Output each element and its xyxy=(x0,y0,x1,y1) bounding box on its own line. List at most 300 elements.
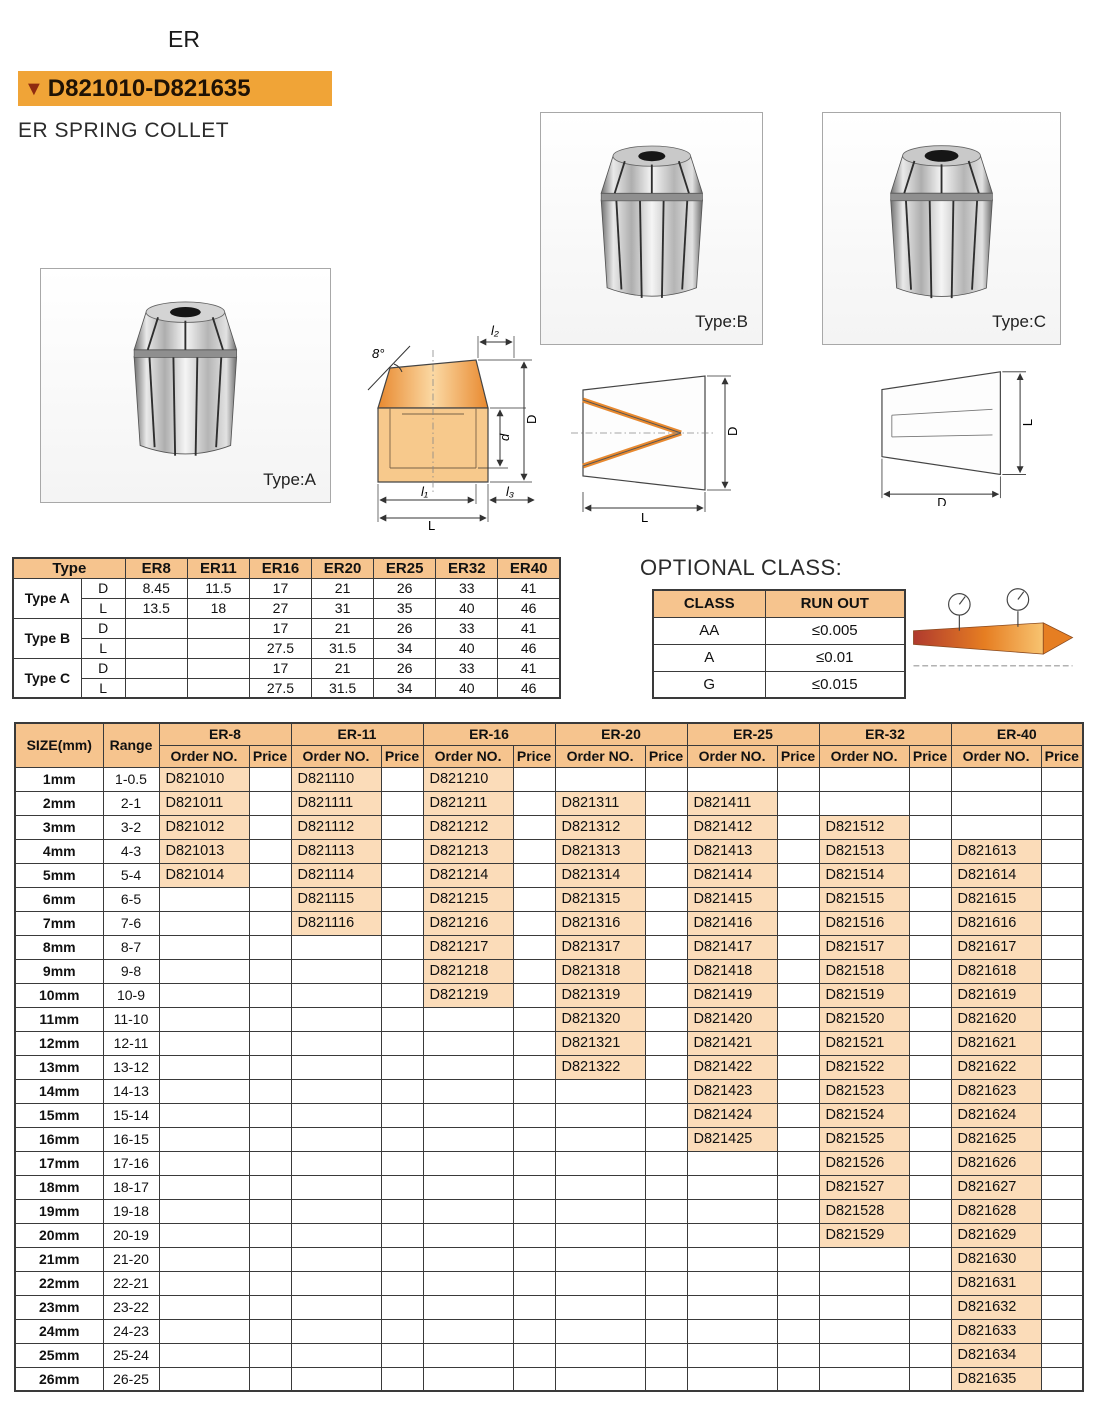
order-cell xyxy=(159,1127,249,1151)
price-cell xyxy=(1041,815,1083,839)
price-cell xyxy=(777,1031,819,1055)
order-cell: D821613 xyxy=(951,839,1041,863)
price-cell xyxy=(909,935,951,959)
range-cell: 26-25 xyxy=(103,1367,159,1391)
price-cell xyxy=(1041,1367,1083,1391)
D-label: D xyxy=(524,414,539,424)
price-cell xyxy=(909,959,951,983)
dim-col-header-er25: ER25 xyxy=(374,558,436,578)
runout-cell: ≤0.005 xyxy=(765,617,905,644)
price-cell xyxy=(381,1199,423,1223)
size-cell: 2mm xyxy=(15,791,103,815)
price-cell xyxy=(645,983,687,1007)
price-cell xyxy=(1041,983,1083,1007)
dim-value-cell: 21 xyxy=(312,618,374,638)
class-header-run-out: RUN OUT xyxy=(765,590,905,617)
price-cell xyxy=(1041,911,1083,935)
price-cell xyxy=(513,1343,555,1367)
order-cell: D821114 xyxy=(291,863,381,887)
dim-value-cell xyxy=(125,638,187,658)
order-cell: D821620 xyxy=(951,1007,1041,1031)
size-cell: 26mm xyxy=(15,1367,103,1391)
table-row xyxy=(15,1367,1083,1391)
price-cell xyxy=(777,959,819,983)
order-cell: D821420 xyxy=(687,1007,777,1031)
size-cell: 20mm xyxy=(15,1223,103,1247)
order-cell: D821621 xyxy=(951,1031,1041,1055)
range-cell: 14-13 xyxy=(103,1079,159,1103)
range-cell: 17-16 xyxy=(103,1151,159,1175)
order-cell: D821110 xyxy=(291,767,381,791)
order-cell xyxy=(555,1343,645,1367)
dim-value-cell: 40 xyxy=(436,638,498,658)
size-cell: 6mm xyxy=(15,887,103,911)
price-cell xyxy=(645,959,687,983)
triangle-icon: ▼ xyxy=(24,77,44,100)
order-cell xyxy=(159,1295,249,1319)
size-header: SIZE(mm) xyxy=(15,723,103,767)
price-cell xyxy=(909,911,951,935)
size-cell: 10mm xyxy=(15,983,103,1007)
price-cell xyxy=(249,1247,291,1271)
price-cell xyxy=(909,1271,951,1295)
order-cell xyxy=(159,1055,249,1079)
order-cell xyxy=(291,1199,381,1223)
price-cell xyxy=(909,815,951,839)
order-cell xyxy=(687,1367,777,1391)
b-D-label: D xyxy=(725,426,740,436)
range-cell: 1-0.5 xyxy=(103,767,159,791)
price-cell xyxy=(645,1367,687,1391)
size-cell: 5mm xyxy=(15,863,103,887)
price-cell xyxy=(249,887,291,911)
price-cell xyxy=(513,791,555,815)
price-cell xyxy=(1041,1223,1083,1247)
class-cell: G xyxy=(653,671,765,698)
order-cell: D821527 xyxy=(819,1175,909,1199)
price-cell xyxy=(513,1295,555,1319)
order-cell: D821425 xyxy=(687,1127,777,1151)
order-cell: D821417 xyxy=(687,935,777,959)
price-cell xyxy=(381,911,423,935)
price-cell xyxy=(381,1271,423,1295)
order-cell xyxy=(555,1319,645,1343)
dim-value-cell: 11.5 xyxy=(187,578,249,598)
price-cell xyxy=(249,935,291,959)
price-cell xyxy=(513,1055,555,1079)
order-cell: D821627 xyxy=(951,1175,1041,1199)
range-cell: 24-23 xyxy=(103,1319,159,1343)
table-row xyxy=(15,1055,1083,1079)
order-cell: D821519 xyxy=(819,983,909,1007)
order-cell xyxy=(159,1175,249,1199)
price-cell xyxy=(1041,1151,1083,1175)
b-L-label: L xyxy=(641,510,649,522)
collet-photo-a xyxy=(64,278,307,483)
order-cell: D821525 xyxy=(819,1127,909,1151)
size-cell: 17mm xyxy=(15,1151,103,1175)
dim-value-cell: 27.5 xyxy=(249,678,311,698)
price-cell xyxy=(249,959,291,983)
order-cell xyxy=(555,1247,645,1271)
range-cell: 9-8 xyxy=(103,959,159,983)
price-cell xyxy=(777,1295,819,1319)
order-cell: D821012 xyxy=(159,815,249,839)
price-cell xyxy=(381,959,423,983)
dim-value-cell: 33 xyxy=(436,578,498,598)
price-cell xyxy=(1041,1127,1083,1151)
order-cell xyxy=(291,1367,381,1391)
range-cell: 11-10 xyxy=(103,1007,159,1031)
order-cell xyxy=(159,1079,249,1103)
price-cell xyxy=(645,1103,687,1127)
price-cell xyxy=(777,1319,819,1343)
order-cell xyxy=(159,1247,249,1271)
dim-col-header-er11: ER11 xyxy=(187,558,249,578)
table-row xyxy=(15,1079,1083,1103)
size-cell: 4mm xyxy=(15,839,103,863)
order-no-header: Order NO. xyxy=(555,745,645,767)
price-cell xyxy=(777,1343,819,1367)
price-cell xyxy=(249,767,291,791)
price-cell xyxy=(249,815,291,839)
order-cell xyxy=(423,1031,513,1055)
range-cell: 2-1 xyxy=(103,791,159,815)
order-cell: D821010 xyxy=(159,767,249,791)
type-b-drawing xyxy=(553,362,773,522)
order-cell: D821216 xyxy=(423,911,513,935)
dim-value-cell: 34 xyxy=(374,678,436,698)
order-cell: D821512 xyxy=(819,815,909,839)
table-row xyxy=(15,1271,1083,1295)
order-cell: D821315 xyxy=(555,887,645,911)
dim-value-cell: 26 xyxy=(374,658,436,678)
order-cell xyxy=(291,1343,381,1367)
order-cell xyxy=(687,1199,777,1223)
order-cell xyxy=(423,1007,513,1031)
price-cell xyxy=(381,887,423,911)
size-cell: 14mm xyxy=(15,1079,103,1103)
order-cell xyxy=(687,767,777,791)
order-cell: D821526 xyxy=(819,1151,909,1175)
order-cell xyxy=(159,911,249,935)
dim-value-cell: 18 xyxy=(187,598,249,618)
range-cell: 4-3 xyxy=(103,839,159,863)
range-cell: 6-5 xyxy=(103,887,159,911)
order-no-header: Order NO. xyxy=(951,745,1041,767)
price-cell xyxy=(645,1031,687,1055)
price-cell xyxy=(777,815,819,839)
price-cell xyxy=(249,1079,291,1103)
range-cell: 3-2 xyxy=(103,815,159,839)
price-cell xyxy=(1041,791,1083,815)
price-cell xyxy=(1041,1247,1083,1271)
order-cell: D821625 xyxy=(951,1127,1041,1151)
order-cell: D821618 xyxy=(951,959,1041,983)
range-cell: 13-12 xyxy=(103,1055,159,1079)
dim-dl-cell: L xyxy=(81,598,125,618)
price-cell xyxy=(381,1103,423,1127)
order-cell xyxy=(159,1271,249,1295)
price-cell xyxy=(645,1319,687,1343)
dim-value-cell xyxy=(187,638,249,658)
table-row xyxy=(15,1223,1083,1247)
order-cell: D821219 xyxy=(423,983,513,1007)
dim-row xyxy=(13,598,560,618)
price-cell xyxy=(645,1127,687,1151)
price-cell xyxy=(1041,863,1083,887)
price-header: Price xyxy=(909,745,951,767)
order-cell: D821626 xyxy=(951,1151,1041,1175)
price-header: Price xyxy=(645,745,687,767)
price-cell xyxy=(249,1007,291,1031)
dim-value-cell: 40 xyxy=(436,598,498,618)
order-cell: D821514 xyxy=(819,863,909,887)
dim-col-header-er20: ER20 xyxy=(312,558,374,578)
order-cell xyxy=(291,1247,381,1271)
dim-value-cell: 46 xyxy=(498,678,560,698)
order-cell xyxy=(423,1319,513,1343)
price-cell xyxy=(777,1199,819,1223)
order-cell: D821414 xyxy=(687,863,777,887)
order-cell xyxy=(423,1055,513,1079)
order-no-header: Order NO. xyxy=(159,745,249,767)
table-row xyxy=(15,815,1083,839)
price-cell xyxy=(249,1223,291,1247)
dim-value-cell: 41 xyxy=(498,618,560,638)
price-cell xyxy=(513,839,555,863)
price-cell xyxy=(513,1367,555,1391)
order-no-header: Order NO. xyxy=(819,745,909,767)
order-cell xyxy=(291,1055,381,1079)
range-cell: 7-6 xyxy=(103,911,159,935)
price-cell xyxy=(909,1127,951,1151)
price-cell xyxy=(381,791,423,815)
photo-type-a xyxy=(40,268,331,503)
price-cell xyxy=(381,1151,423,1175)
price-cell xyxy=(777,1175,819,1199)
price-cell xyxy=(381,1127,423,1151)
price-cell xyxy=(249,1319,291,1343)
price-cell xyxy=(249,1127,291,1151)
order-cell: D821311 xyxy=(555,791,645,815)
order-cell: D821423 xyxy=(687,1079,777,1103)
order-cell xyxy=(423,1247,513,1271)
price-cell xyxy=(513,935,555,959)
dim-value-cell: 21 xyxy=(312,578,374,598)
er-group-header-er-16: ER-16 xyxy=(423,723,555,745)
price-cell xyxy=(513,1079,555,1103)
dim-type-cell: Type C xyxy=(13,658,81,698)
price-cell xyxy=(777,1079,819,1103)
order-cell: D821217 xyxy=(423,935,513,959)
class-cell: A xyxy=(653,644,765,671)
d-label: d xyxy=(497,433,512,441)
price-cell xyxy=(1041,1271,1083,1295)
price-cell xyxy=(513,1223,555,1247)
price-cell xyxy=(645,1079,687,1103)
range-header: Range xyxy=(103,723,159,767)
order-cell xyxy=(423,1199,513,1223)
order-cell xyxy=(159,1319,249,1343)
order-cell: D821313 xyxy=(555,839,645,863)
type-b-label: Type:B xyxy=(695,312,748,331)
er-group-header-er-32: ER-32 xyxy=(819,723,951,745)
price-cell xyxy=(249,983,291,1007)
l3-label: l₃ xyxy=(506,484,515,499)
order-cell: D821529 xyxy=(819,1223,909,1247)
order-table xyxy=(14,722,1084,1392)
price-cell xyxy=(513,959,555,983)
runout-cell: ≤0.01 xyxy=(765,644,905,671)
order-cell xyxy=(687,1223,777,1247)
order-cell xyxy=(159,1031,249,1055)
price-cell xyxy=(249,1103,291,1127)
price-cell xyxy=(777,1367,819,1391)
price-cell xyxy=(645,1271,687,1295)
order-cell: D821319 xyxy=(555,983,645,1007)
price-cell xyxy=(249,1175,291,1199)
order-cell: D821515 xyxy=(819,887,909,911)
price-cell xyxy=(1041,1007,1083,1031)
dim-type-cell: Type B xyxy=(13,618,81,658)
order-cell: D821211 xyxy=(423,791,513,815)
table-row xyxy=(15,1247,1083,1271)
order-cell xyxy=(291,1031,381,1055)
dim-value-cell: 13.5 xyxy=(125,598,187,618)
order-cell: D821214 xyxy=(423,863,513,887)
order-cell xyxy=(555,1199,645,1223)
price-cell xyxy=(381,767,423,791)
size-cell: 24mm xyxy=(15,1319,103,1343)
order-cell xyxy=(159,1223,249,1247)
L-label: L xyxy=(428,518,436,530)
dim-col-header-er16: ER16 xyxy=(249,558,311,578)
dim-dl-cell: D xyxy=(81,658,125,678)
order-no-header: Order NO. xyxy=(687,745,777,767)
order-cell xyxy=(819,1367,909,1391)
price-cell xyxy=(645,1175,687,1199)
order-cell xyxy=(423,1151,513,1175)
order-cell: D821619 xyxy=(951,983,1041,1007)
price-cell xyxy=(645,1247,687,1271)
price-cell xyxy=(381,815,423,839)
order-cell xyxy=(423,1367,513,1391)
price-cell xyxy=(381,1223,423,1247)
order-cell: D821520 xyxy=(819,1007,909,1031)
order-cell: D821418 xyxy=(687,959,777,983)
collet-photo-c xyxy=(842,122,1041,325)
order-cell: D821416 xyxy=(687,911,777,935)
price-cell xyxy=(513,1031,555,1055)
table-row xyxy=(15,1127,1083,1151)
price-cell xyxy=(777,1007,819,1031)
order-cell: D821316 xyxy=(555,911,645,935)
dim-value-cell: 35 xyxy=(374,598,436,618)
dim-value-cell: 33 xyxy=(436,618,498,638)
table-row xyxy=(15,791,1083,815)
order-cell: D821112 xyxy=(291,815,381,839)
price-cell xyxy=(645,887,687,911)
price-cell xyxy=(909,1343,951,1367)
order-cell: D821411 xyxy=(687,791,777,815)
dim-value-cell: 17 xyxy=(249,618,311,638)
price-cell xyxy=(777,935,819,959)
price-cell xyxy=(513,1175,555,1199)
page-title: ER SPRING COLLET xyxy=(18,119,230,142)
price-cell xyxy=(909,1247,951,1271)
price-cell xyxy=(777,1151,819,1175)
runout-diagram xyxy=(898,578,1090,700)
order-cell xyxy=(159,1343,249,1367)
range-cell: 12-11 xyxy=(103,1031,159,1055)
order-cell: D821631 xyxy=(951,1271,1041,1295)
size-cell: 19mm xyxy=(15,1199,103,1223)
size-cell: 3mm xyxy=(15,815,103,839)
class-table xyxy=(652,589,906,699)
range-cell: 20-19 xyxy=(103,1223,159,1247)
order-cell xyxy=(951,815,1041,839)
dim-row xyxy=(13,618,560,638)
angle-label: 8° xyxy=(372,346,385,361)
order-cell xyxy=(291,1103,381,1127)
type-c-label: Type:C xyxy=(992,312,1046,331)
dim-dl-cell: L xyxy=(81,638,125,658)
order-cell xyxy=(159,935,249,959)
price-cell xyxy=(249,839,291,863)
price-cell xyxy=(249,791,291,815)
order-cell: D821518 xyxy=(819,959,909,983)
order-cell xyxy=(555,1271,645,1295)
order-cell xyxy=(819,767,909,791)
dimension-drawing xyxy=(328,318,546,530)
price-cell xyxy=(381,839,423,863)
order-cell: D821617 xyxy=(951,935,1041,959)
order-cell xyxy=(951,767,1041,791)
price-cell xyxy=(645,911,687,935)
price-cell xyxy=(1041,935,1083,959)
price-cell xyxy=(909,1079,951,1103)
price-cell xyxy=(381,935,423,959)
order-cell: D821210 xyxy=(423,767,513,791)
price-cell xyxy=(513,815,555,839)
size-cell: 9mm xyxy=(15,959,103,983)
order-cell: D821317 xyxy=(555,935,645,959)
order-cell xyxy=(159,959,249,983)
price-cell xyxy=(645,863,687,887)
order-cell: D821424 xyxy=(687,1103,777,1127)
dim-row xyxy=(13,578,560,598)
order-cell: D821322 xyxy=(555,1055,645,1079)
price-cell xyxy=(777,983,819,1007)
order-cell xyxy=(555,1175,645,1199)
class-row xyxy=(653,617,905,644)
order-cell: D821629 xyxy=(951,1223,1041,1247)
dim-value-cell: 46 xyxy=(498,638,560,658)
order-cell xyxy=(159,887,249,911)
table-row xyxy=(15,1295,1083,1319)
price-header: Price xyxy=(249,745,291,767)
range-cell: 22-21 xyxy=(103,1271,159,1295)
size-cell: 11mm xyxy=(15,1007,103,1031)
order-cell: D821513 xyxy=(819,839,909,863)
price-cell xyxy=(513,983,555,1007)
price-cell xyxy=(381,1343,423,1367)
order-cell xyxy=(555,1103,645,1127)
dim-type-cell: Type A xyxy=(13,578,81,618)
order-cell: D821422 xyxy=(687,1055,777,1079)
dim-value-cell xyxy=(125,678,187,698)
